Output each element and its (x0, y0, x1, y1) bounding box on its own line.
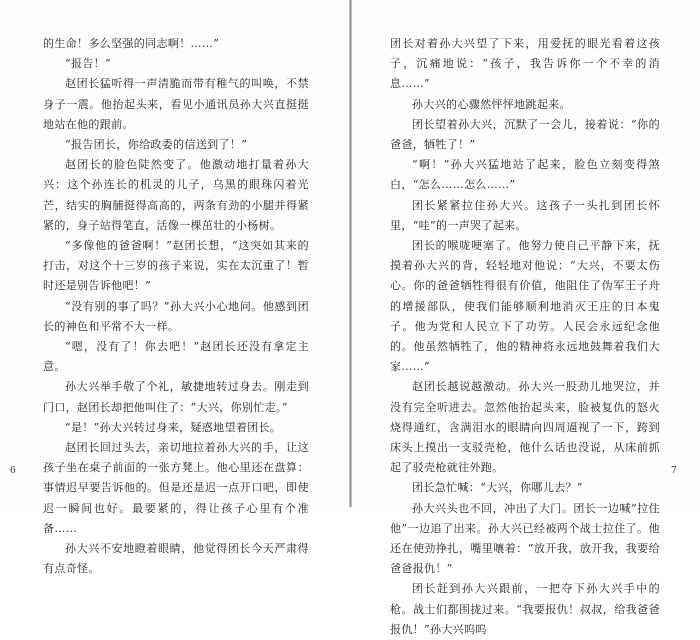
left-page-number: 6 (10, 466, 16, 476)
paragraph: 团长紧紧拉住孙大兴。这孩子一头扎到团长怀里，“哇”的一声哭了起来。 (390, 198, 660, 232)
paragraph: “嗯，没有了！你去吧！”赵团长还没有拿定主意。 (43, 340, 309, 374)
paragraph: “报告团长，你给政委的信送到了！” (65, 138, 248, 152)
paragraph: 赵团长猛听得一声清脆而带有稚气的叫唤，不禁身子一震。他抬起头来，看见小通讯员孙大兴直挺挺地站在他的跟前。 (43, 77, 309, 131)
paragraph: 团长的喉咙哽塞了。他努力使自己平静下来，抚摸着孙大兴的背，轻轻地对他说：“大兴，不要太伤心。你的爸爸牺牲得很有价值，他阻住了伪军王子舟的增援部队，使我们能够顺利地消灭王庄的日本鬼子。他为党和人民立下了功劳。人民会永远纪念他的。他虽然牺牲了，他的精神将永远地鼓舞着我们大家……” (390, 239, 660, 374)
paragraph: 团长赶到孙大兴跟前，一把夺下孙大兴手中的枪。战士们都围拢过来。“我要报仇！叔叔，给我爸爸报仇！”孙大兴呜呜 (390, 582, 660, 636)
right-page-body (390, 34, 660, 640)
paragraph: 的生命！多么坚强的同志啊！……” (43, 37, 220, 50)
paragraph: 赵团长的脸色陡然变了。他激动地打量着孙大兴：这个孙连长的机灵的儿子，乌黑的眼珠闪着光芒，结实的胸脯挺得高高的，两条有劲的小腿并得紧紧的，身子站得笔直，活像一棵茁壮的小杨树。 (43, 158, 309, 232)
paragraph: 赵团长回过头去，亲切地拉着孙大兴的手，让这孩子坐在桌子前面的一张方凳上。他心里还在盘算：事情迟早要告诉他的。但是还是迟一点开口吧，即使迟一瞬间也好。最要紧的，得让孩子心里有个准备…… (43, 441, 309, 535)
paragraph: “啊！”孙大兴猛地站了起来，脸色立刻变得煞白，“怎么……怎么……” (390, 158, 660, 192)
paragraph: 团长急忙喊：“大兴，你哪儿去？” (412, 481, 583, 495)
left-page-body (43, 34, 309, 579)
paragraph: 孙大兴不安地瞪着眼睛，他觉得团长今天严肃得有点奇怪。 (43, 542, 309, 576)
paragraph: “没有别的事了吗？”孙大兴小心地问。他感到团长的神色和平常不大一样。 (43, 299, 309, 333)
paragraph: 孙大兴的心骤然怦怦地跳起来。 (412, 97, 571, 111)
paragraph: 孙大兴头也不回，冲出了大门。团长一边喊“拉住他”一边追了出来。孙大兴已经被两个战士拉住了。他还在使劲挣扎，嘴里嚷着：“放开我，放开我，我要给爸爸报仇！” (390, 501, 660, 576)
paragraph: “报告！” (65, 57, 111, 71)
paragraph: 赵团长越说越激动。孙大兴一股劲儿地哭泣，并没有完全听进去。忽然他抬起头来，脸被复仇的怒火烧得通红，含满泪水的眼睛向四周逼视了一下，跨到床头上摸出一支驳壳枪，他什么话也没说，从床前抓起了驳壳枪就往外跑。 (390, 380, 660, 475)
paragraph: 团长对着孙大兴望了下来，用爱抚的眼光看着这孩子，沉痛地说：“孩子，我告诉你一个不幸的消息……” (390, 37, 660, 91)
paragraph: “多像他的爸爸啊！”赵团长想，“这突如其来的打击，对这个十三岁的孩子来说，实在太沉重了！暂时还是别告诉他吧！” (43, 239, 309, 293)
right-page (352, 0, 700, 636)
right-page-number: 7 (671, 466, 677, 476)
paragraph: 团长望着孙大兴，沉默了一会儿，接着说：“你的爸爸，牺牲了！” (390, 117, 660, 152)
left-page (0, 0, 349, 576)
paragraph: 孙大兴举手敬了个礼，敏捷地转过身去。刚走到门口，赵团长却把他叫住了：“大兴，你别忙走。” (43, 380, 309, 414)
paragraph: “是！”孙大兴转过身来，疑惑地望着团长。 (65, 420, 282, 434)
